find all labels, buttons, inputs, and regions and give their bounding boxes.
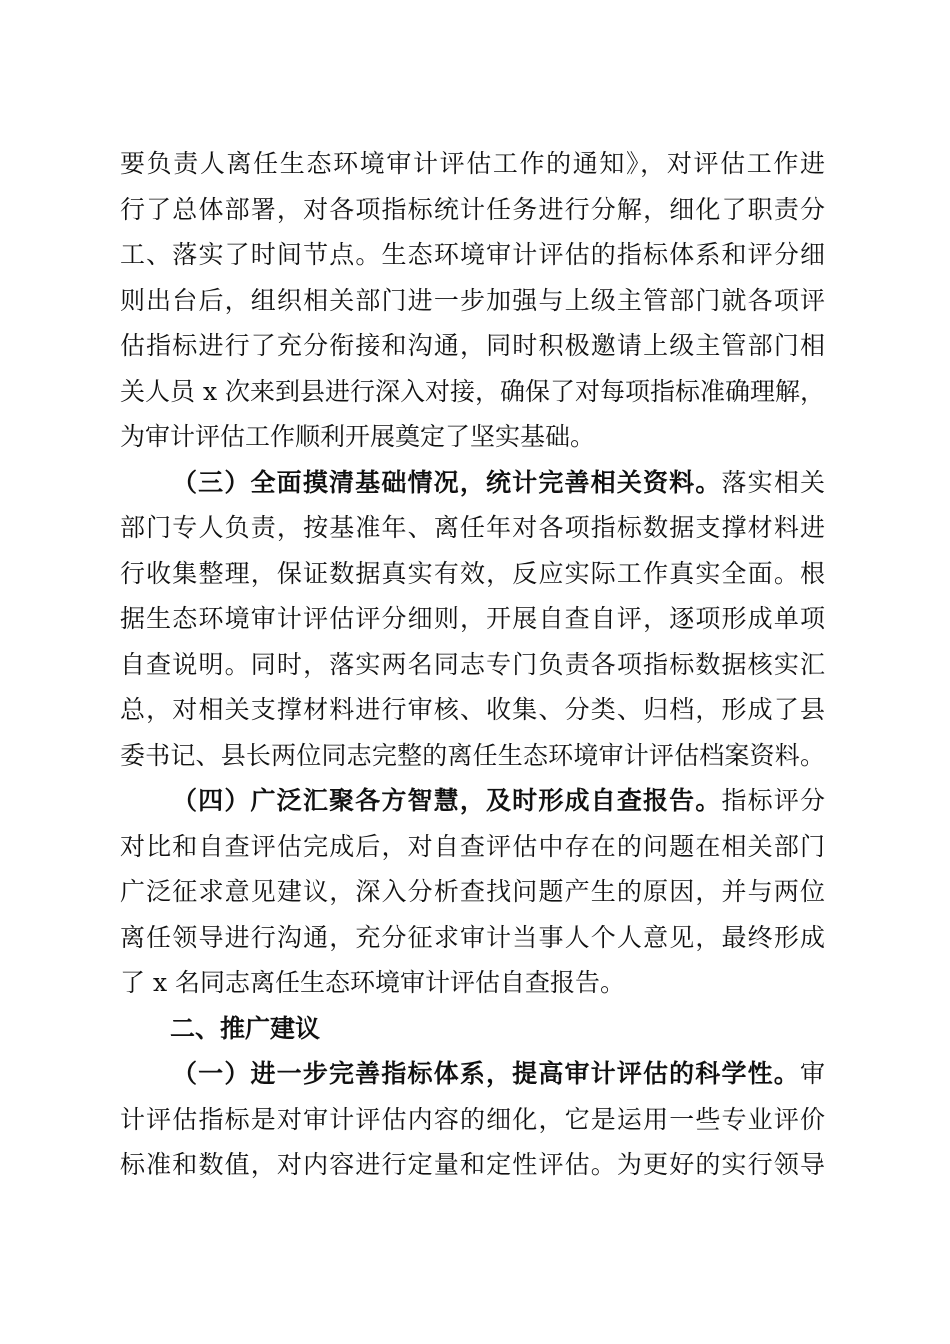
paragraph-line: 要负责人离任生态环境审计评估工作的通知》，对评估工作进 [120, 149, 825, 178]
paragraph-line: 总，对相关支撑材料进行审核、收集、分类、归档，形成了县 [120, 695, 825, 724]
paragraph-first-line [172, 1057, 825, 1091]
paragraph-line: 自查说明。同时，落实两名同志专门负责各项指标数据核实汇 [120, 650, 825, 679]
paragraph-text: 指标评分 [721, 786, 825, 815]
paragraph-line: 计评估指标是对审计评估内容的细化，它是运用一些专业评价 [120, 1105, 825, 1134]
paragraph-line: 估指标进行了充分衔接和沟通，同时积极邀请上级主管部门相 [120, 331, 825, 360]
paragraph-line: 广泛征求意见建议，深入分析查找问题产生的原因，并与两位 [120, 877, 825, 906]
section-lead-1: （一）进一步完善指标体系，提高审计评估的科学性。 [172, 1059, 800, 1088]
paragraph-line: 离任领导进行沟通，充分征求审计当事人个人意见，最终形成 [120, 923, 825, 952]
paragraph-line: 行收集整理，保证数据真实有效，反应实际工作真实全面。根 [120, 559, 825, 588]
paragraph-line: 关人员 x 次来到县进行深入对接，确保了对每项指标准确理解， [120, 377, 825, 406]
paragraph-line: 部门专人负责，按基准年、离任年对各项指标数据支撑材料进 [120, 513, 825, 542]
paragraph-line: 标准和数值，对内容进行定量和定性评估。为更好的实行领导 [120, 1150, 825, 1179]
paragraph-line: 对比和自查评估完成后，对自查评估中存在的问题在相关部门 [120, 832, 825, 861]
paragraph-line: 行了总体部署，对各项指标统计任务进行分解，细化了职责分 [120, 195, 825, 224]
section-lead-3: （三）全面摸清基础情况，统计完善相关资料。 [172, 468, 722, 497]
paragraph-line: 则出台后，组织相关部门进一步加强与上级主管部门就各项评 [120, 286, 825, 315]
paragraph-line: 据生态环境审计评估评分细则，开展自查自评，逐项形成单项 [120, 604, 825, 633]
section-heading: 二、推广建议 [170, 1014, 321, 1043]
paragraph-first-line [172, 784, 825, 818]
section-lead-4: （四）广泛汇聚各方智慧，及时形成自查报告。 [172, 786, 722, 815]
paragraph-text: 审 [799, 1059, 825, 1088]
paragraph-line: 了 x 名同志离任生态环境审计评估自查报告。 [120, 968, 625, 997]
paragraph-line: 为审计评估工作顺利开展奠定了坚实基础。 [120, 422, 596, 451]
paragraph-text: 落实相关 [721, 468, 825, 497]
paragraph-line: 工、落实了时间节点。生态环境审计评估的指标体系和评分细 [120, 240, 825, 269]
paragraph-line: 委书记、县长两位同志完整的离任生态环境审计评估档案资料。 [120, 741, 825, 770]
paragraph-first-line [172, 466, 825, 500]
